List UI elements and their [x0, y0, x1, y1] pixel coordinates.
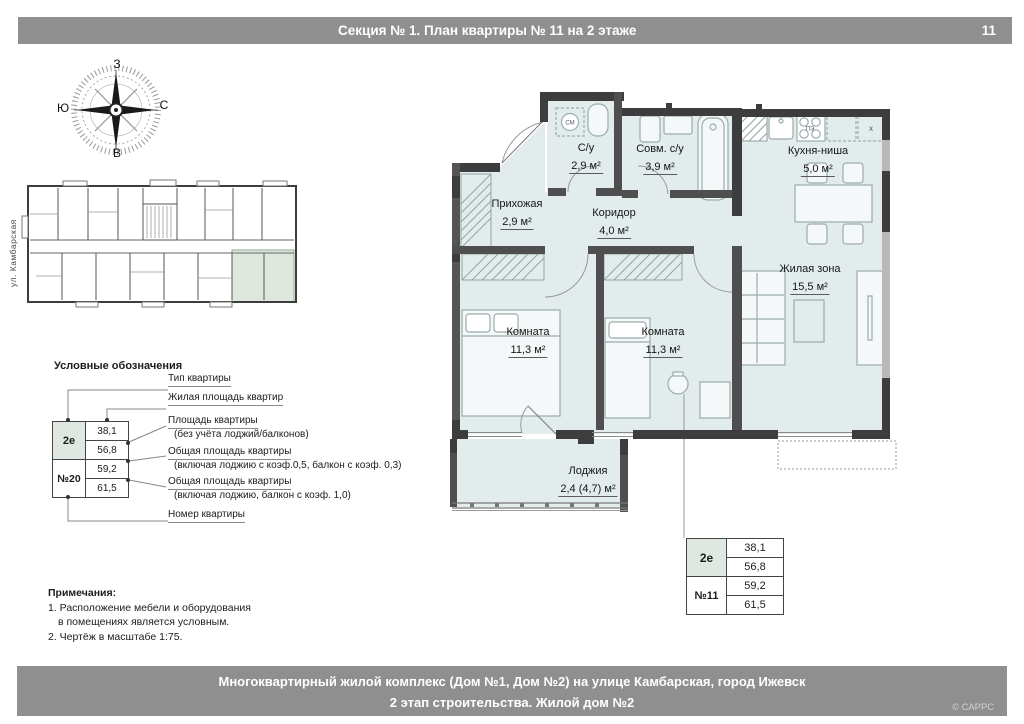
- apartment-number: №11: [687, 577, 727, 615]
- apartment-card: [686, 538, 784, 615]
- legend-value: 61,5: [86, 479, 129, 498]
- legend-label-area: Площадь квартиры (без учёта лоджий/балконов): [168, 415, 309, 440]
- legend-value: 59,2: [86, 460, 129, 479]
- legend-label-number: Номер квартиры: [168, 509, 245, 523]
- legend-label-total-area-05: Общая площадь квартиры (включая лоджию с коэф.0,5, балкон с коэф. 0,3): [168, 446, 402, 471]
- room-label-bathroom: С/у 2,9 м²: [571, 142, 601, 172]
- footer-line-2: 2 этап строительства. Жилой дом №2: [389, 695, 635, 710]
- header-bar: [18, 17, 1012, 44]
- compass-label-north: С: [159, 98, 169, 112]
- washing-machine-icon: СМ: [565, 120, 575, 127]
- legend-label-total-area-10: Общая площадь квартиры (включая лоджию, балкон с коэф. 1,0): [168, 476, 351, 501]
- note-line: 2. Чертёж в масштабе 1:75.: [48, 630, 183, 643]
- room-label-hallway: Прихожая 2,9 м²: [491, 198, 543, 228]
- footer-bar: [17, 666, 1007, 716]
- highlighted-apartment: [232, 250, 294, 302]
- notes-title: Примечания:: [48, 587, 117, 599]
- legend-apartment-number: №20: [53, 460, 86, 498]
- room-label-room-2: Комната 11,3 м²: [641, 326, 685, 356]
- building-floor-overview: [8, 178, 312, 314]
- apartment-value: 61,5: [727, 596, 784, 615]
- room-label-corridor: Коридор 4,0 м²: [592, 207, 636, 237]
- street-label: ул. Камбарская: [8, 219, 18, 287]
- legend-apartment-type: 2е: [53, 422, 86, 460]
- legend-value: 38,1: [86, 422, 129, 441]
- room-label-living-zone: Жилая зона 15,5 м²: [779, 263, 841, 293]
- compass-label-south: Ю: [56, 101, 70, 115]
- apartment-type: 2е: [687, 539, 727, 577]
- legend-label-living-area: Жилая площадь квартир: [168, 392, 283, 406]
- note-line: в помещениях является условным.: [58, 616, 230, 628]
- apartment-floor-plan: [440, 85, 1024, 540]
- apartment-value: 38,1: [727, 539, 784, 558]
- legend-title: Условные обозначения: [54, 360, 183, 372]
- notes-block: [48, 586, 251, 644]
- compass-label-west: З: [113, 57, 121, 71]
- page-number: 11: [981, 23, 996, 38]
- room-label-room-1: Комната 11,3 м²: [506, 326, 550, 356]
- room-label-combined-bathroom: Совм. с/у 3,9 м²: [636, 143, 684, 173]
- legend-label-type: Тип квартиры: [168, 373, 231, 387]
- apartment-value: 56,8: [727, 558, 784, 577]
- room-label-loggia: Лоджия 2,4 (4,7) м²: [560, 465, 616, 495]
- page-title: Секция № 1. План квартиры № 11 на 2 этаже: [338, 23, 637, 38]
- footer-line-1: Многоквартирный жилой комплекс (Дом №1, Дом №2) на улице Камбарская, город Ижевск: [218, 674, 806, 689]
- compass-label-east: В: [112, 146, 122, 160]
- note-line: 1. Расположение мебели и оборудования: [48, 601, 251, 614]
- reserve-slot-icon: х: [869, 124, 873, 133]
- legend-value: 56,8: [86, 441, 129, 460]
- watermark: © САРРС: [952, 702, 995, 713]
- apartment-value: 59,2: [727, 577, 784, 596]
- stove-icon: ПЭ: [805, 126, 815, 133]
- room-label-kitchen-niche: Кухня-ниша 5,0 м²: [787, 145, 849, 175]
